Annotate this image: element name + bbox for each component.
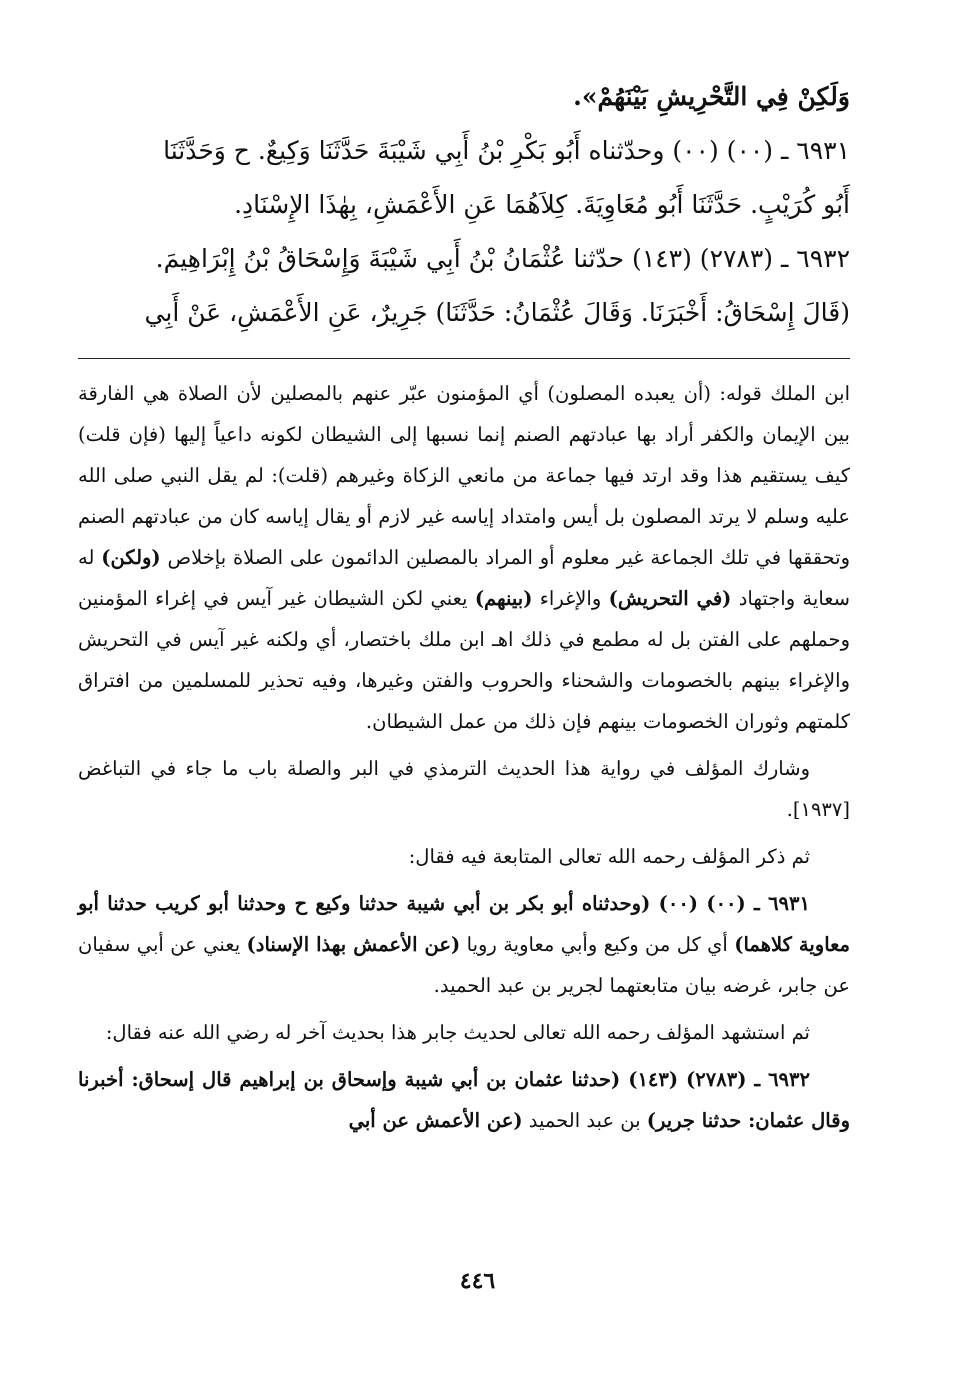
commentary-text: له سعاية واجتهاد [78, 546, 851, 610]
hadith-main-text [78, 70, 850, 340]
hadith-6931-line1: ٦٩٣١ ـ (٠٠) (٠٠) وحدّثناه أَبُو بَكْرِ بْنُ أَبِي شَيْبَةَ حَدَّثَنَا وَكِيعٌ. ح وَحَدَّثَنَا [163, 136, 850, 165]
commentary-paragraph-6 [78, 1059, 850, 1141]
page-number: ٤٤٦ [459, 1268, 496, 1294]
commentary-bold-phrase: (ولكن) [101, 546, 161, 569]
commentary-paragraph-3: ثم ذكر المؤلف رحمه الله تعالى المتابعة فيه فقال: [408, 845, 810, 868]
commentary-bold-phrase: (عن الأعمش بهذا الإسناد) [246, 933, 461, 956]
commentary-section [78, 373, 850, 1141]
commentary-bold-phrase: ٦٩٣٢ ـ (٢٧٨٣) (١٤٣) (حدثنا عثمان بن أبي شيبة وإسحاق بن إبراهيم قال إسحاق: أخبرنا وقال عثمان: حدثنا جرير) [78, 1068, 850, 1132]
commentary-paragraph-2: وشارك المؤلف في رواية هذا الحديث الترمذي في البر والصلة باب ما جاء في التباغض [١٩٣٧]. [78, 757, 850, 821]
commentary-bold-phrase: ٦٩٣١ ـ (٠٠) (٠٠) (وحدثناه أبو بكر بن أبي شيبة حدثنا وكيع ح وحدثنا أبو كريب حدثنا أبو معاوية كلاهما) [78, 892, 850, 956]
page-body [78, 70, 850, 1147]
commentary-bold-phrase: (عن الأعمش عن أبي [348, 1109, 523, 1132]
commentary-paragraph-5: ثم استشهد المؤلف رحمه الله تعالى لحديث جابر هذا بحديث آخر له رضي الله عنه فقال: [105, 1021, 810, 1044]
hadith-6932-line1: ٦٩٣٢ ـ (٢٧٨٣) (١٤٣) حدّثنا عُثْمَانُ بْنُ أَبِي شَيْبَةَ وَإِسْحَاقُ بْنُ إِبْرَاهِيمَ. [155, 244, 850, 273]
commentary-text: ابن الملك قوله: (أن يعبده المصلون) أي المؤمنون عبّر عنهم بالمصلين لأن الصلاة هي الفارقة بين الإيمان والكفر أراد بها عبادتهم الصنم إنما نسبها إلى الشيطان لكونه داعياً إليها (فإن قلت) كيف يستقيم هذا وقد ارتد فيها جماعة من مانعي الزكاة وغيرهم (قلت): لم يقل النبي صلى الله عليه وسلم لا يرتد المصلون بل أيس وامتداد إياسه غير لازم أو يقال إياسه كان من عبادتهم الصنم وتحققها في تلك الجماعة غير معلوم أو المراد بالمصلين الدائمون على الصلاة بإخلاص [78, 382, 851, 569]
commentary-text: يعني عن أبي سفيان عن جابر، غرضه بيان متابعتهما لجرير بن عبد الحميد. [78, 933, 850, 997]
commentary-paragraph-4 [78, 883, 850, 1006]
commentary-text: والإغراء [539, 587, 602, 610]
commentary-text: أي كل من وكيع وأبي معاوية رويا [466, 933, 728, 956]
commentary-bold-phrase: (في التحريش) [608, 587, 732, 610]
separator-rule [78, 358, 850, 359]
commentary-text: بن عبد الحميد [528, 1109, 641, 1132]
commentary-text: يعني لكن الشيطان غير آيس في إغراء المؤمنين وحملهم على الفتن بل له مطمع في ذلك اهـ ابن ملك باختصار، أي ولكنه غير آيس في التحريش والإغراء بينهم بالخصومات والشحناء والحروب والفتن وغيرها، وفيه تحذير للمسلمين من افتراق كلمتهم وثوران الخصومات بينهم فإن ذلك من عمل الشيطان. [78, 587, 850, 733]
commentary-bold-phrase: (بينهم) [474, 587, 533, 610]
hadith-6931-line2: أَبُو كُرَيْبٍ. حَدَّثَنَا أَبُو مُعَاوِيَةَ. كِلاَهُمَا عَنِ الأَعْمَشِ، بِهٰذَا الإِسْنَادِ. [234, 190, 850, 219]
main-text-line: وَلَكِنْ فِي التَّحْرِيشِ بَيْنَهُمْ». [573, 82, 850, 111]
commentary-paragraph-1 [78, 373, 850, 742]
hadith-6932-line2: (قَالَ إِسْحَاقُ: أَخْبَرَنَا. وَقَالَ عُثْمَانُ: حَدَّثَنَا) جَرِيرٌ، عَنِ الأَعْمَشِ، عَنْ أَبِي [144, 298, 850, 327]
